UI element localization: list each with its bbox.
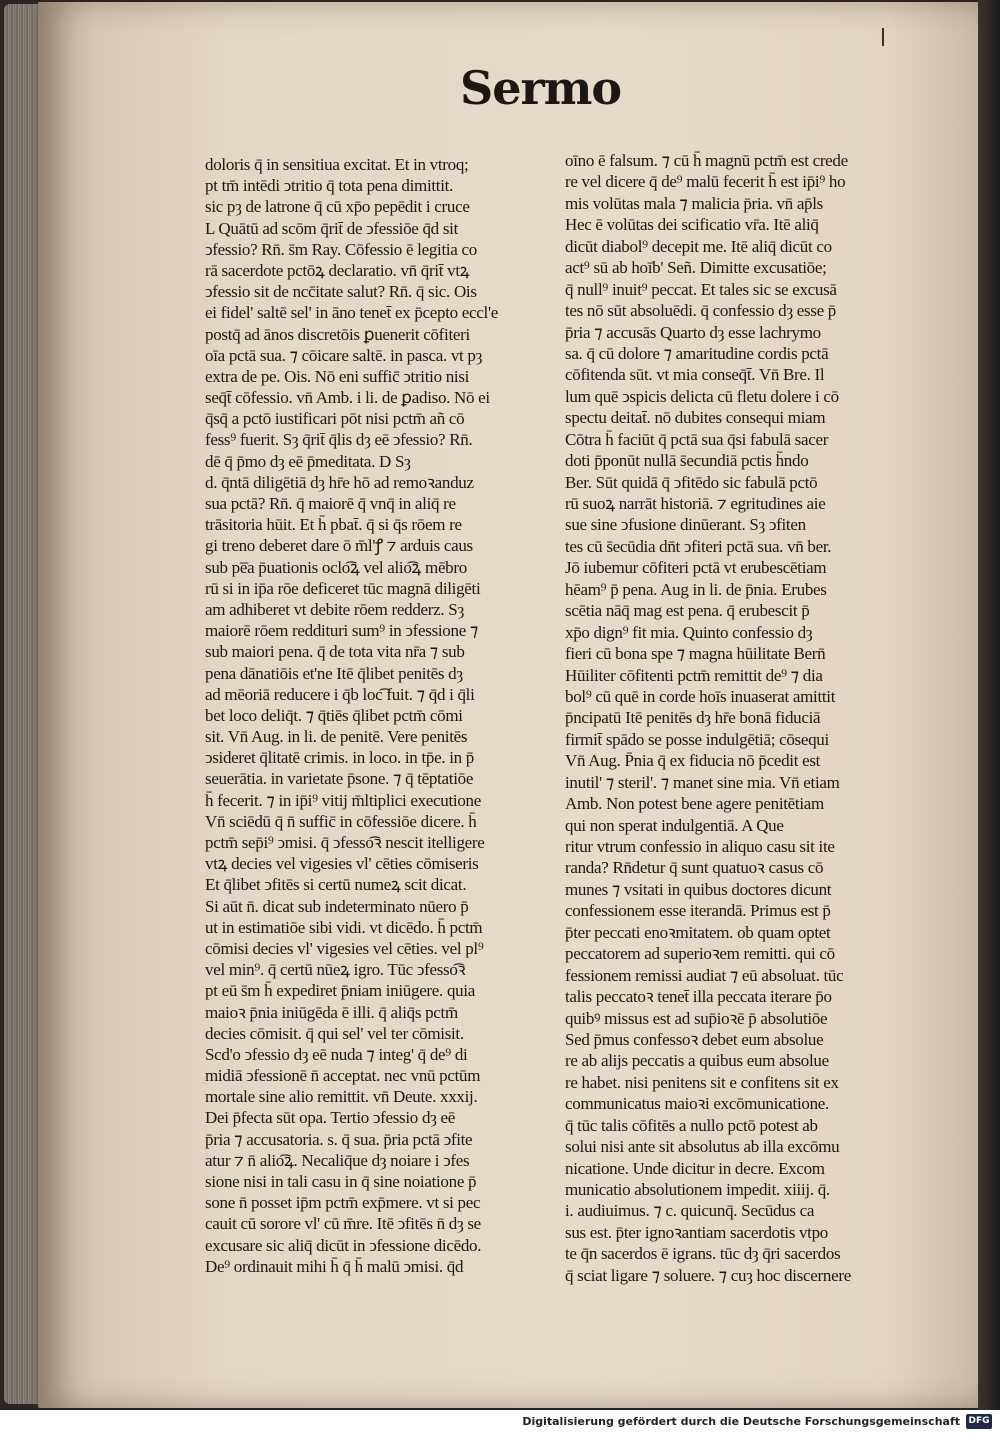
footer-bar <box>0 1410 1000 1434</box>
text-line: communicatus maioꝛi excōmunicatione. <box>565 1094 829 1114</box>
text-line: fess⁹ fuerit. Sȝ q̄rit̄ q̄lis dȝ eē ↄfessio? Rn̄. <box>205 430 473 450</box>
text-line: dicūt diabol⁹ decepit me. Itē aliq̄ dicūt co <box>565 236 832 256</box>
funding-notice: Digitalisierung gefördert durch die Deutsche Forschungsgemeinschaft <box>522 1415 960 1428</box>
text-line: sub pe̅a p̄uationis oclo͡ꝝ vel alio͡ꝝ mēbro <box>205 557 467 577</box>
text-line: act⁹ sū ab hoīb' Señ. Dimitte excusatiōe; <box>565 258 827 278</box>
text-line: fessionem remissi audiat ⁊ eū absoluat. tūc <box>565 965 844 985</box>
text-line: atur ⁊ n̄ alio͡ꝝ. Necaliq̄ue dȝ noiare i ↄfes <box>205 1150 470 1170</box>
text-line: ↄfessio? Rn̄. s̄m Ray. Cōfessio ē legitia co <box>205 239 477 259</box>
text-line: sone n̄ posset ip̄m pctm̄ exp̄mere. vt si pec <box>205 1193 481 1213</box>
text-line: ↄsideret q̄litatē crimis. in loco. in tp̄e. in p̄ <box>205 748 474 768</box>
text-line: sua pctā? Rn̄. q̄ maiorē q̄̄ vnq̄ in aliq̄ re <box>205 494 456 513</box>
text-line: pt eū s̄m h̄ expediret p̄niam iniūgere. quia <box>205 981 476 1001</box>
text-line: Hūiliter cōfitenti pctm̄ remittit de⁹ ⁊ dia <box>565 665 823 685</box>
text-line: rū suoꝝ narrāt historiā. ⁊ egritudines aie <box>565 494 826 513</box>
text-line: trāsitoria hūit. Et h̄ pbat̄. q̄ si q̄s rōem re <box>205 515 462 535</box>
running-heading: Sermo <box>460 61 622 115</box>
text-line: ei fidel' saltē sel' in āno tenet̄ ex p̄cepto eccl'e <box>205 303 498 323</box>
text-line: xp̄o dign⁹ fit mia. Quinto confessio dȝ <box>565 622 813 642</box>
text-line: bol⁹ cū quē in corde hoīs inuaserat amittit <box>565 686 836 706</box>
text-line: munes ⁊ vsitati in quibus doctores dicunt <box>565 879 832 899</box>
text-line: peccatorem ad superioꝛem remitti. qui cō <box>565 944 835 964</box>
text-line: randa? Rn̄detur q̄ sunt quatuoꝛ casus cō <box>565 858 824 878</box>
text-line: midiā ↄfessionē n̄ acceptat. nec vnū pctūm <box>205 1066 481 1086</box>
text-line: rū si in ip̄a rōe deficeret tūc magnā diligēti <box>205 578 481 598</box>
text-line: oīa pctā sua. ⁊ cōicare saltē. in pasca. vt pȝ <box>205 345 483 365</box>
text-line: inutil' ⁊ steril'. ⁊ manet sine mia. Vn̄ etiam <box>565 772 840 792</box>
text-line: oīno ē falsum. ⁊ cū h̄ magnū pctm̄ est crede <box>565 151 848 170</box>
text-line: vel min⁹. q̄ certū nūeꝝ igro. Tūc ↄfesso͡ꝛ <box>205 960 466 980</box>
text-line: ad mēoriā reducere i q̄b loc͡ fuit. ⁊ q̄d i q̄li <box>205 684 475 704</box>
text-line: sic pȝ de latrone q̄ cū xp̄o pepēdit i cruce <box>205 197 470 217</box>
text-line: hēam⁹ p̄ pena. Aug in li. de p̄nia. Erubes <box>565 579 827 599</box>
text-line: rā sacerdote pctōꝝ declaratio. vn̄ q̄rit̄ vtꝝ <box>205 260 470 280</box>
text-line: mis volūtas mala ⁊ malicia p̄ria. vn̄ ap̄ls <box>565 193 823 213</box>
text-line: Vn̄ sciēdū q̄ n̄ suffic̄ in cōfessiōe dicere. h̄ <box>205 811 477 831</box>
text-line: Amb. Non potest bene agere penitētiam <box>565 794 824 814</box>
text-line: extra de pe. Ois. Nō eni suffic̄ ↄtritio nisi <box>205 366 470 386</box>
text-line: cōmisi decies vl' vigesies vel cēties. vel pl⁹ <box>205 938 484 958</box>
text-line: firmit̄ spādo se posse indulgētiā; cōsequi <box>565 729 829 749</box>
text-line: d. q̄ntā diligētiā dȝ hr̄e hō ad remoꝛanduz <box>205 472 474 492</box>
text-line: Ber. Sūt quidā q̄ ↄfitēdo sic fabulā pctō <box>565 472 818 492</box>
text-line: sione nisi in tali casu in q̄ sine noiatione p̄ <box>205 1172 477 1191</box>
text-line: Scd'o ↄfessio dȝ eē nuda ⁊ integ' q̄ de⁹ di <box>205 1044 468 1064</box>
text-line: am adhiberet vt debite rōem redderz. Sȝ <box>205 599 464 619</box>
dfg-logo-icon: DFG <box>966 1414 992 1429</box>
text-line: spectu deitat̄. nō dubites consequi miam <box>565 408 826 428</box>
text-line: dē q̄ p̄mo dȝ eē p̄meditata. D Sȝ <box>205 451 411 471</box>
text-column-right <box>565 150 900 1286</box>
text-line: postq̄ ad ānos discretōis ꝑuenerit cōfiteri <box>205 324 470 344</box>
text-line: pt tm̄ intēdi ↄtritio q̄ tota pena dimittit. <box>205 176 454 196</box>
text-line: Vn̄ Aug. P̄nia q̄ ex fiducia nō p̄cedit est <box>565 751 821 771</box>
text-line: confessionem esse iterandā. Primus est p̄ <box>565 901 831 921</box>
text-line: sue sine ↄfusione dinūerant. Sȝ ↄfiten <box>565 515 806 535</box>
text-line: sub maiori pena. q̄ de tota vita nr̄a ⁊ sub <box>205 642 465 662</box>
text-line: Si aūt n̄. dicat sub indeterminato nūero p̄ <box>205 896 469 916</box>
text-line: re habet. nisi penitens sit e confitens sit ex <box>565 1072 839 1092</box>
text-line: Hec ē volūtas dei scificatio vr̄a. Itē aliq̄ <box>565 215 819 235</box>
text-line: cauit cū sorore vl' cū m̄re. Itē ↄfitēs n̄ dȝ se <box>205 1214 481 1234</box>
text-line: h̄ fecerit. ⁊ in ip̄i⁹ vitij m̄ltiplici executione <box>205 790 481 810</box>
page-mark <box>882 28 884 46</box>
text-line: De⁹ ordinauit mihi h̄ q̄ h̄ malū ↄmisi. q̄d <box>205 1256 464 1276</box>
text-line: sus est. p̄ter ignoꝛantiam sacerdotis vtpo <box>565 1222 828 1242</box>
text-line: maioꝛ p̄nia iniūgēda ē illi. q̄ aliq̄s pctm̄ <box>205 1002 458 1022</box>
text-line: gi treno deberet dare ō m̄l'ꝭ ⁊ arduis caus <box>205 536 473 556</box>
text-line: doti p̄ponūt nullā s̄ecundiā pctis h̄ndo <box>565 451 809 471</box>
text-line: q̄ null⁹ inuit⁹ peccat. Et tales sic se excusā <box>565 279 837 299</box>
text-line: bet loco deliq̄t. ⁊ q̄tiēs q̄libet pctm̄ cōmi <box>205 705 463 725</box>
text-line: quibꝰ missus est ad sup̄ioꝛē p̄ absolutiōe <box>565 1008 828 1028</box>
text-line: Jō iubemur cōfiteri pctā vt erubescētiam <box>565 558 827 578</box>
text-line: seuerātia. in varietate p̄sone. ⁊ q̄ tēptatiōe <box>205 769 474 789</box>
text-line: q̄ sciat ligare ⁊ soluere. ⁊ cuȝ hoc discernere <box>565 1265 851 1285</box>
text-line: lum quē ↄspicis delicta cū fletu dolere i cō <box>565 386 839 406</box>
text-line: sa. q̄ cū dolore ⁊ amaritudine cordis pctā <box>565 343 829 363</box>
text-line: q̄ tūc talis cōfitēs a nullo pctō potest ab <box>565 1115 818 1135</box>
text-line: sit. Vn̄ Aug. in li. de penitē. Vere penitēs <box>205 727 468 747</box>
text-line: tes cū s̄ecūdia dn̄t ↄfiteri pctā sua. vn̄ ber. <box>565 536 832 556</box>
text-line: fieri cū bona spe ⁊ magna hūilitate Bern̄ <box>565 644 826 664</box>
text-line: maiorē rōem reddituri sum⁹ in ↄfessione ⁊ <box>205 621 479 641</box>
text-line: cōfitenda sūt. vt mia conseq̄t̄. Vn̄ Bre. Il <box>565 365 825 385</box>
text-line: te q̄n sacerdos ē igrans. tūc dȝ q̄ri sacerdos <box>565 1244 841 1264</box>
text-line: ut in estimatiōe sibi vidi. vt dicēdo. h̄ pctm̄ <box>205 917 483 937</box>
text-line: p̄ria ⁊ accusatoria. s. q̄ sua. p̄ria pctā ↄfite <box>205 1129 473 1149</box>
text-line: q̄sq̄ a pctō iustificari pōt nisi pctm̄ añ cō <box>205 409 465 429</box>
text-line: ↄfessio sit de ncc̄itate salut? Rn̄. q̄ sic. Ois <box>205 282 477 302</box>
text-column-left <box>205 154 540 1277</box>
text-line: municatio absolutionem impedit. xiiij. q̄. <box>565 1180 830 1199</box>
text-line: doloris q̄ in sensitiua excitat. Et in vtroq; <box>205 155 469 174</box>
text-line: pena dānatiōis et'ne Itē q̄libet penitēs dȝ <box>205 663 463 683</box>
text-line: excusare sic aliq̄ dicūt in ↄfessione dicēdo. <box>205 1235 482 1255</box>
text-line: tes nō sūt absoluēdi. q̄ confessio dȝ esse p̄ <box>565 301 836 321</box>
text-line: Et q̄libet ↄfitēs si certū numeꝝ scit dicat. <box>205 875 467 895</box>
text-line: vtꝝ decies vel vigesies vl' cēties cōmiseris <box>205 854 479 874</box>
text-line: re ab alijs peccatis a quibus eum absolue <box>565 1051 829 1071</box>
text-line: pctm̄ sep̄i⁹ ↄmisi. q̄ ↄfesso͡ꝛ nescit itelligere <box>205 833 485 852</box>
text-line: Dei p̄fecta sūt opa. Tertio ↄfessio dȝ eē <box>205 1108 456 1128</box>
text-line: i. audiuimus. ⁊ c. quicunq̄. Secūdus ca <box>565 1201 815 1221</box>
text-line: solui nisi ante sit absolutus ab illa excōmu <box>565 1137 840 1157</box>
book-binding-shadow <box>978 0 1000 1410</box>
text-line: Sed p̄mus confessoꝛ debet eum absolue <box>565 1029 824 1049</box>
text-line: mortale sine alio remittit. vn̄ Deute. xxxij. <box>205 1087 478 1107</box>
text-line: talis peccatoꝛ tenet̄ illa peccata iterare p̄o <box>565 987 832 1007</box>
text-line: p̄ria ⁊ accusās Quarto dȝ esse lachrymo <box>565 322 821 342</box>
text-line: decies cōmisit. q̄ qui sel' vel ter cōmisit. <box>205 1023 464 1043</box>
text-line: nicatione. Unde dicitur in decre. Excom <box>565 1158 825 1178</box>
text-line: scētia nāq̄ mag est pena. q̄ erubescit p̄ <box>565 601 810 621</box>
text-line: p̄ncipatū Itē penitēs dȝ hr̄e bonā fiduciā <box>565 708 821 728</box>
text-line: re vel dicere q̄ de⁹ malū fecerit h̄ est ip̄i⁹ ho <box>565 172 846 192</box>
text-line: Cōtra h̄ faciūt q̄ pctā sua q̄si fabulā sacer <box>565 429 829 449</box>
text-line: ritur vtrum confessio in aliquo casu sit ite <box>565 837 835 856</box>
text-line: seq̄t̄ cōfessio. vn̄ Amb. i li. de ꝑadiso. Nō ei <box>205 388 490 408</box>
text-line: qui non sperat indulgentiā. A Que <box>565 815 784 835</box>
text-line: L Quātū ad scōm q̄rit̄ de ↄfessiōe q̄d sit <box>205 218 458 238</box>
text-line: p̄ter peccati enoꝛmitatem. ob quam optet <box>565 922 831 942</box>
